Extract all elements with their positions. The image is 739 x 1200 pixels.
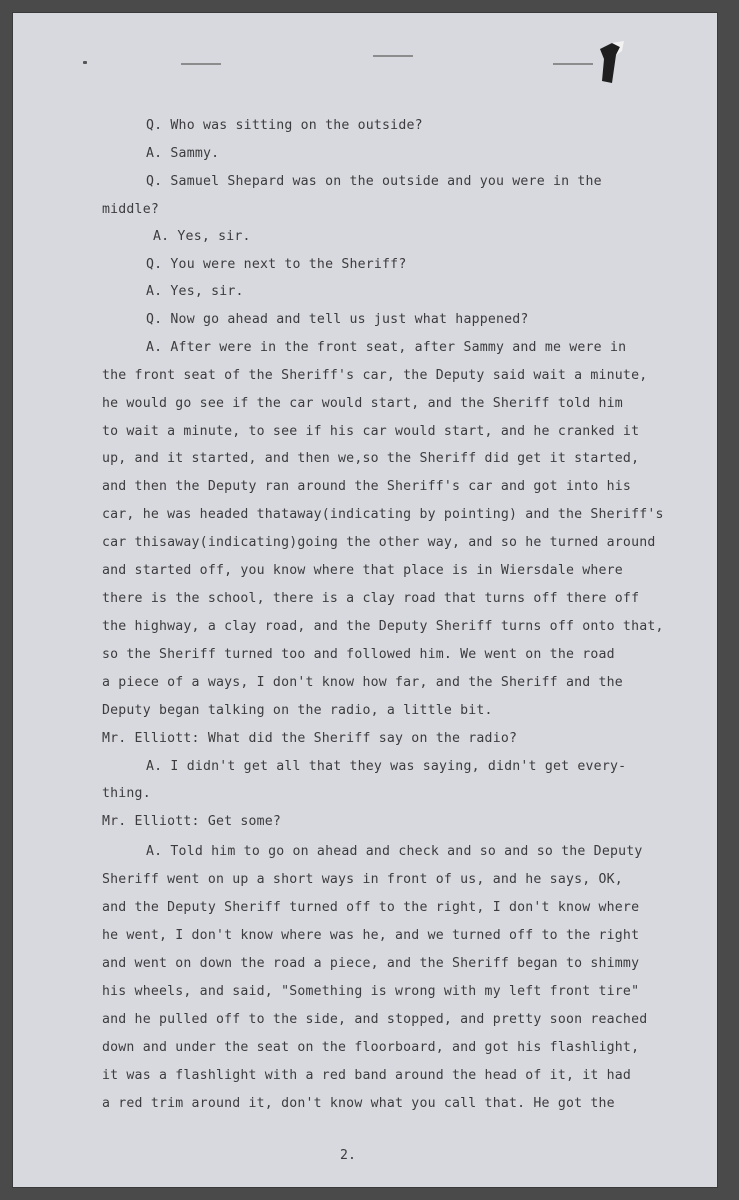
transcript-line: the front seat of the Sheriff's car, the Deputy said wait a minute, bbox=[102, 368, 648, 383]
paper-mark bbox=[181, 63, 221, 65]
transcript-line: his wheels, and said, "Something is wrong with my left front tire" bbox=[102, 984, 640, 999]
transcript-line: to wait a minute, to see if his car would start, and he cranked it bbox=[102, 424, 640, 439]
transcript-line: middle? bbox=[102, 202, 159, 217]
transcript-line: Q. Who was sitting on the outside? bbox=[146, 118, 423, 133]
transcript-line: and he pulled off to the side, and stopped, and pretty soon reached bbox=[102, 1012, 648, 1027]
transcript-line: a piece of a ways, I don't know how far, and the Sheriff and the bbox=[102, 675, 623, 690]
transcript-line: A. Yes, sir. bbox=[153, 229, 251, 244]
page-number: 2. bbox=[340, 1148, 356, 1163]
transcript-line: up, and it started, and then we,so the Sheriff did get it started, bbox=[102, 451, 640, 466]
transcript-line: Q. Samuel Shepard was on the outside and you were in the bbox=[146, 174, 602, 189]
transcript-line: and went on down the road a piece, and the Sheriff began to shimmy bbox=[102, 956, 640, 971]
paper-mark bbox=[373, 55, 413, 57]
transcript-line: the highway, a clay road, and the Deputy Sheriff turns off onto that, bbox=[102, 619, 664, 634]
transcript-line: down and under the seat on the floorboard, and got his flashlight, bbox=[102, 1040, 640, 1055]
torn-corner-mark bbox=[598, 41, 628, 86]
transcript-line: it was a flashlight with a red band around the head of it, it had bbox=[102, 1068, 632, 1083]
transcript-line: Q. You were next to the Sheriff? bbox=[146, 257, 407, 272]
transcript-line: A. Yes, sir. bbox=[146, 284, 244, 299]
transcript-line: so the Sheriff turned too and followed him. We went on the road bbox=[102, 647, 615, 662]
transcript-line: Deputy began talking on the radio, a little bit. bbox=[102, 703, 493, 718]
transcript-line: there is the school, there is a clay road that turns off there off bbox=[102, 591, 640, 606]
transcript-line: A. I didn't get all that they was saying, didn't get every- bbox=[146, 759, 627, 774]
transcript-line: a red trim around it, don't know what you call that. He got the bbox=[102, 1096, 615, 1111]
transcript-line: Sheriff went on up a short ways in front of us, and he says, OK, bbox=[102, 872, 623, 887]
transcript-line: and started off, you know where that place is in Wiersdale where bbox=[102, 563, 623, 578]
transcript-line: car, he was headed thataway(indicating by pointing) and the Sheriff's bbox=[102, 507, 664, 522]
paper-mark bbox=[83, 61, 87, 64]
transcript-line: thing. bbox=[102, 786, 151, 801]
transcript-line: he went, I don't know where was he, and we turned off to the right bbox=[102, 928, 640, 943]
paper-mark bbox=[553, 63, 593, 65]
transcript-line: and the Deputy Sheriff turned off to the right, I don't know where bbox=[102, 900, 640, 915]
transcript-line: car thisaway(indicating)going the other way, and so he turned around bbox=[102, 535, 656, 550]
document-page bbox=[13, 13, 717, 1187]
transcript-line: A. Sammy. bbox=[146, 146, 220, 161]
transcript-line: Q. Now go ahead and tell us just what happened? bbox=[146, 312, 529, 327]
transcript-line: he would go see if the car would start, and the Sheriff told him bbox=[102, 396, 623, 411]
transcript-line: Mr. Elliott: Get some? bbox=[102, 814, 282, 829]
transcript-line: and then the Deputy ran around the Sheriff's car and got into his bbox=[102, 479, 632, 494]
transcript-line: A. After were in the front seat, after Sammy and me were in bbox=[146, 340, 627, 355]
transcript-line: A. Told him to go on ahead and check and so and so the Deputy bbox=[146, 844, 643, 859]
transcript-line: Mr. Elliott: What did the Sheriff say on the radio? bbox=[102, 731, 518, 746]
